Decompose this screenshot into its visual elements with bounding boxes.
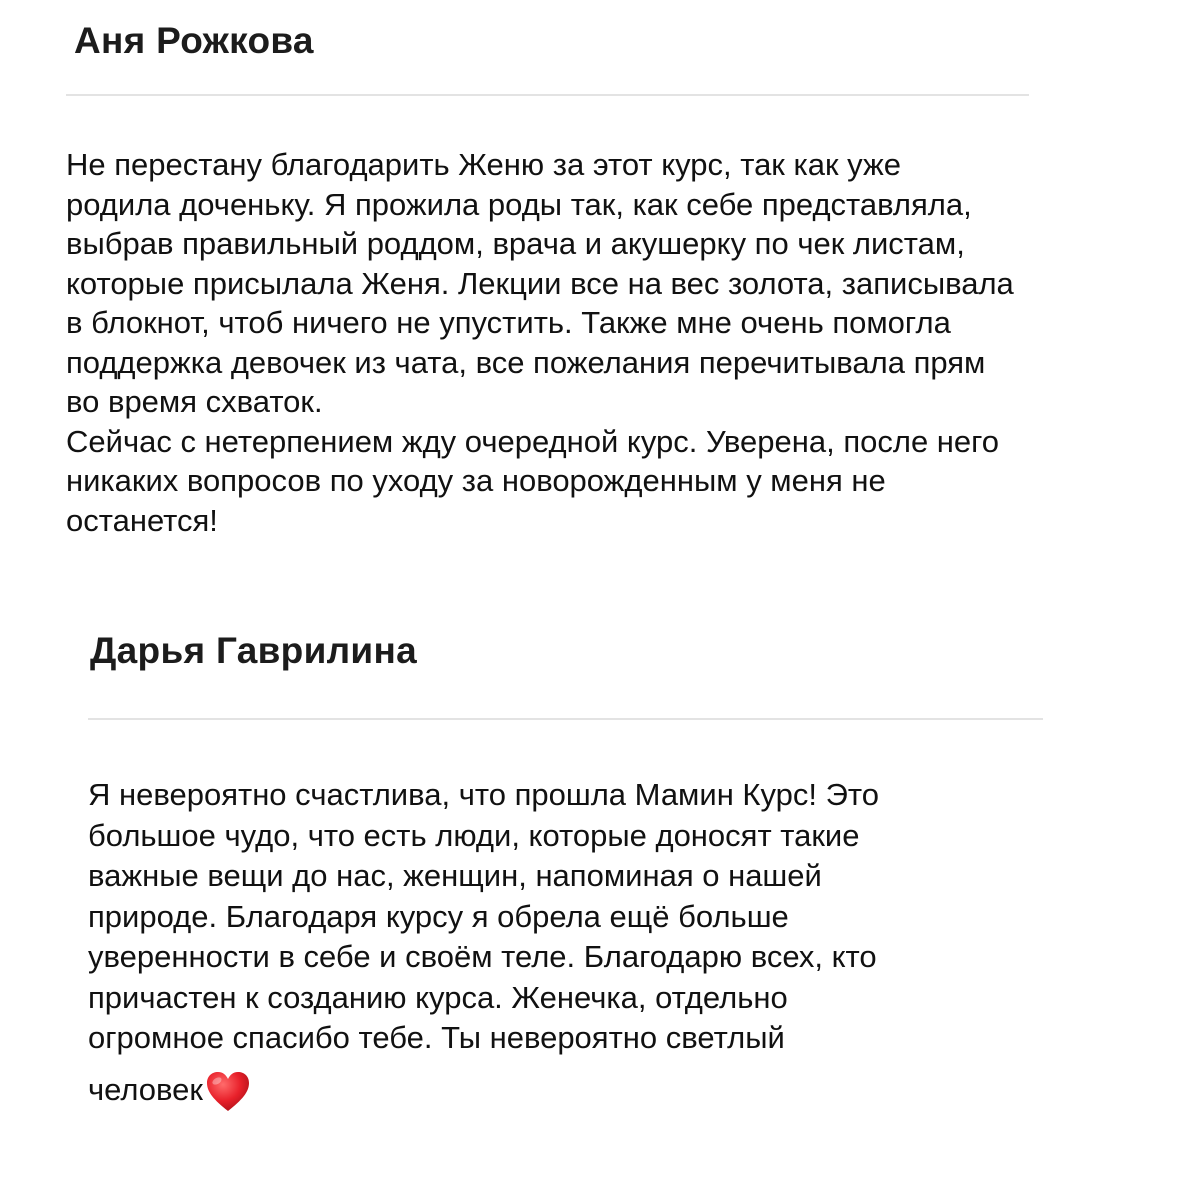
- review-text: [88, 775, 1068, 1111]
- heart-icon: [205, 1069, 251, 1115]
- review-text-line: человек: [88, 1072, 203, 1107]
- review-card: [66, 18, 1146, 540]
- review-text-line: в блокнот, чтоб ничего не упустить. Также мне очень помогла: [66, 305, 951, 340]
- review-text: [66, 145, 1146, 540]
- review-card: [88, 628, 1068, 1111]
- review-text-line: Не перестану благодарить Женю за этот курс, так как уже: [66, 147, 901, 182]
- review-text-line: никаких вопросов по уходу за новорожденным у меня не: [66, 463, 886, 498]
- review-text-line: большое чудо, что есть люди, которые доносят такие: [88, 817, 860, 853]
- review-text-line: останется!: [66, 502, 218, 538]
- review-text-line: Сейчас с нетерпением жду очередной курс. Уверена, после него: [66, 423, 1000, 459]
- review-text-line: выбрав правильный роддом, врача и акушерку по чек листам,: [66, 226, 965, 261]
- review-text-line: Я невероятно счастлива, что прошла Мамин Курс! Это: [88, 777, 879, 812]
- review-text-line: поддержка девочек из чата, все пожелания перечитывала прям: [66, 344, 986, 380]
- review-text-last-line: [88, 1065, 1068, 1111]
- divider: [66, 94, 1029, 96]
- review-text-line: уверенности в себе и своём теле. Благодарю всех, кто: [88, 939, 877, 974]
- divider: [88, 718, 1043, 720]
- review-author: Дарья Гаврилина: [90, 630, 417, 671]
- review-text-line: во время схваток.: [66, 384, 323, 419]
- review-text-line: огромное спасибо тебе. Ты невероятно светлый: [88, 1020, 785, 1055]
- review-text-line: природе. Благодаря курсу я обрела ещё больше: [88, 898, 789, 934]
- review-text-line: которые присылала Женя. Лекции все на вес золота, записывала: [66, 265, 1014, 301]
- review-text-line: родила доченьку. Я прожила роды так, как себе представляла,: [66, 186, 972, 222]
- review-text-line: причастен к созданию курса. Женечка, отдельно: [88, 979, 788, 1015]
- heart-shape: [207, 1072, 249, 1111]
- review-author: Аня Рожкова: [74, 20, 314, 61]
- review-text-line: важные вещи до нас, женщин, напоминая о нашей: [88, 858, 822, 893]
